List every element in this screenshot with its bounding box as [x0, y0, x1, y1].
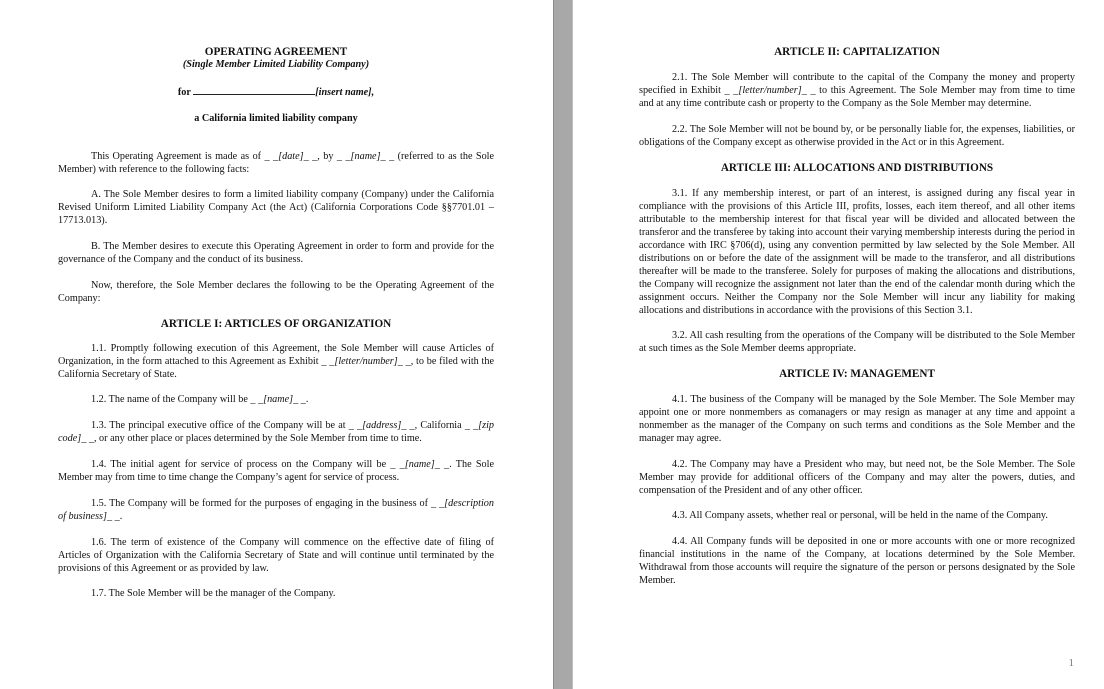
- section-1-2-text-1: 1.2. The name of the Company will be: [91, 394, 251, 406]
- company-name-field[interactable]: [insert name],: [315, 86, 375, 98]
- section-1-2-text-2: .: [305, 394, 309, 406]
- document-title: OPERATING AGREEMENT: [204, 46, 348, 58]
- section-1-3: [58, 420, 494, 446]
- article-2-heading: ARTICLE II: CAPITALIZATION: [774, 46, 940, 58]
- section-4-2: 4.2. The Company may have a President who may, but need not, be the Sole Member. The Sole Member may provide for additional officers of the Company and may alter the powers, duties, and compensation of the President and of any other officer.: [639, 458, 1075, 496]
- section-1-3-text-1: 1.3. The principal executive office of the Company will be at: [91, 420, 349, 432]
- section-1-7: 1.7. The Sole Member will be the manager of the Company.: [91, 588, 336, 600]
- page-number: 1: [1068, 657, 1074, 670]
- article-3-heading: ARTICLE III: ALLOCATIONS AND DISTRIBUTIONS: [720, 162, 994, 175]
- intro-text-2: , by: [317, 150, 337, 162]
- company-name-field-2[interactable]: _ _[name]_ _: [250, 394, 306, 406]
- company-type: a California limited liability company: [194, 112, 358, 124]
- intro-text-3: (referred to as the Sole Member) with reference to the following facts:: [58, 150, 495, 175]
- exhibit-field[interactable]: _ _[letter/number]_ _: [321, 355, 411, 367]
- document-page-right: [573, 0, 1104, 689]
- section-1-1-text-2: , to be filed with the California Secretary of State.: [58, 355, 494, 380]
- section-3-2: 3.2. All cash resulting from the operations of the Company will be distributed to the Sole Member at such times as the Sole Member deems appropriate.: [639, 330, 1075, 355]
- document-subtitle: (Single Member Limited Liability Company): [182, 58, 370, 70]
- section-4-3: 4.3. All Company assets, whether real or personal, will be held in the name of the Company.: [672, 510, 1048, 522]
- section-1-1-text-1: 1.1. Promptly following execution of this Agreement, the Sole Member will cause Articles of Organization, in the form attached to this Agreement as Exhibit: [58, 342, 494, 367]
- business-description-field[interactable]: _ _[description of business]_ _: [58, 497, 494, 522]
- zip-code-field[interactable]: _ _[zip code]_ _: [58, 420, 495, 445]
- section-2-1-text-1: 2.1. The Sole Member will contribute to the capital of the Company the money and property specified in Exhibit: [639, 71, 1075, 96]
- article-4-heading: ARTICLE IV: MANAGEMENT: [779, 368, 935, 381]
- section-1-1: [58, 343, 494, 382]
- name-blank-line[interactable]: [193, 85, 315, 95]
- member-name-field[interactable]: _ _[name]_ _: [336, 150, 395, 162]
- agent-name-field[interactable]: _ _[name]_ _: [390, 459, 450, 471]
- article-1-heading: ARTICLE I: ARTICLES OF ORGANIZATION: [160, 317, 392, 330]
- recital-a: A. The Sole Member desires to form a limited liability company (Company) under the California Revised Uniform Limited Liability Company Act (the Act) (California Corporations Code §§7701.01 – 17713.013).: [58, 189, 494, 227]
- exhibit-field-2[interactable]: _ _[letter/number]_ _: [724, 84, 816, 96]
- for-line: [58, 85, 494, 100]
- section-1-4-text-2: . The Sole Member may from time to time change the Company’s agent for service of process.: [58, 459, 494, 484]
- intro-text-1: This Operating Agreement is made as of: [91, 150, 265, 162]
- section-4-4: 4.4. All Company funds will be deposited in one or more accounts with one or more recognized financial institutions in the name of the Company, at locations determined by the Sole Member. Withdrawal from those accounts will require the signature of the person or persons designated by the Sole Member.: [639, 536, 1075, 587]
- section-1-4: [58, 459, 494, 485]
- section-1-5-text-1: 1.5. The Company will be formed for the purposes of engaging in the business of: [91, 497, 431, 509]
- recital-b: B. The Member desires to execute this Operating Agreement in order to form and provide for the governance of the Company and the conduct of its business.: [58, 241, 494, 266]
- section-1-5-text-2: .: [119, 510, 123, 522]
- address-field[interactable]: _ _[address]_ _: [348, 420, 415, 432]
- page-gap: [553, 0, 573, 689]
- section-3-1: 3.1. If any membership interest, or part of an interest, is assigned during any fiscal year in compliance with the provisions of this Article III, profits, losses, each item thereof, and all other items attributable to the membership interest for that fiscal year will be divided and allocated between the transferor and the transferee by taking into account their varying membership interests during the period in accordance with IRC §706(d), using any convention permitted by law selected by the Sole Member. All distributions on or before the date of the assignment will be made to the transferor, and all distributions thereafter will be made to the transferee. Solely for purposes of making the allocations and distributions, the Company will recognize the assignment not later than the end of the calendar month during which the assignment occurs. Neither the Company nor the Sole Member will incur any liability for making allocations and distributions in accordance with the provisions of this Section 3.1.: [639, 188, 1075, 316]
- section-2-1-text-2: to this Agreement. The Sole Member may from time to time and at any time contribute cash or property to the Company as the Sole Member may determine.: [639, 84, 1075, 109]
- intro-paragraph: [58, 151, 494, 177]
- section-2-2: 2.2. The Sole Member will not be bound by, or be personally liable for, the expenses, liabilities, or obligations of the Company except as otherwise provided in the Act or in this Agreement.: [639, 123, 1075, 148]
- section-1-3-text-3: , or any other place or places determined by the Sole Member from time to time.: [93, 433, 422, 445]
- section-2-1: [639, 72, 1075, 111]
- declaration-paragraph: Now, therefore, the Sole Member declares the following to be the Operating Agreement of the Company:: [58, 279, 494, 304]
- section-1-5: [58, 498, 494, 524]
- section-1-3-text-2: , California: [414, 420, 465, 432]
- section-1-4-text-1: 1.4. The initial agent for service of process on the Company will be: [91, 459, 391, 471]
- section-4-1: 4.1. The business of the Company will be managed by the Sole Member. The Sole Member may appoint one or more nonmembers as comanagers or may resign as manager at any time and appoint a nonmember as the manager of the Company on such terms and conditions as the Sole Member and the manager may agree.: [639, 394, 1075, 444]
- section-1-2: [58, 394, 494, 407]
- section-1-6: 1.6. The term of existence of the Company will commence on the effective date of filing of Articles of Organization with the California Secretary of State and will continue until terminated by the provisions of this Agreement or as provided by law.: [58, 536, 494, 574]
- date-field[interactable]: _ _[date]_ _: [264, 150, 318, 162]
- for-label: for: [177, 86, 191, 98]
